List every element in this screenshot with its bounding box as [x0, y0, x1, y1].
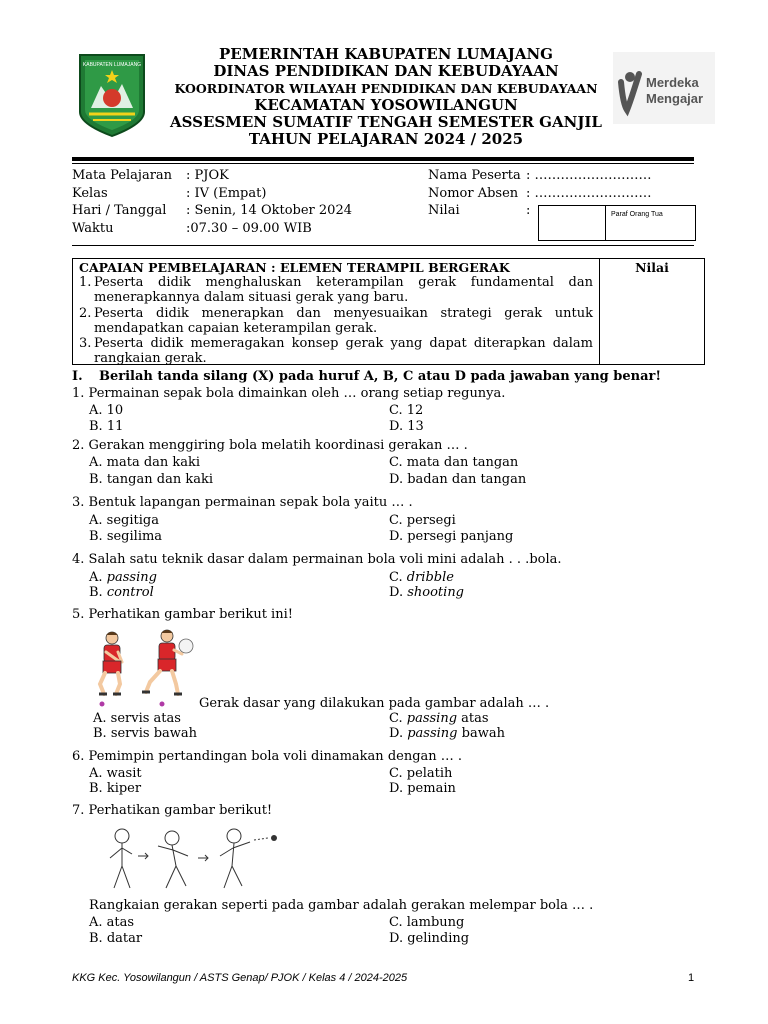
identity-values — [186, 167, 352, 237]
class-label: Kelas — [72, 185, 108, 201]
score-box[interactable] — [538, 205, 696, 241]
logo-text-line-1: Merdeka — [646, 75, 699, 90]
question-4-option-d[interactable]: D. shooting — [389, 585, 465, 600]
header-divider-thin — [72, 163, 694, 164]
page-number: 1 — [688, 972, 695, 984]
question-5-option-b[interactable]: B. servis bawah — [93, 726, 198, 741]
score-colon: : — [526, 203, 531, 218]
learning-outcomes-list — [79, 275, 593, 367]
question-1-option-a[interactable]: A. 10 — [89, 403, 124, 418]
header-divider-thick — [72, 157, 694, 161]
letterhead-line-4: KECAMATAN YOSOWILANGUN — [254, 96, 518, 114]
letterhead — [160, 46, 612, 148]
question-5-option-d[interactable]: D. passing bawah — [389, 726, 505, 741]
question-4-option-c[interactable]: C. dribble — [389, 570, 454, 585]
merdeka-mengajar-logo — [613, 52, 715, 124]
list-item: 2. Peserta didik menerapkan dan menyesuaikan strategi gerak untuk mendapatkan capaian keterampilan gerak. — [79, 305, 593, 336]
section-instruction-text: Berilah tanda silang (X) pada huruf A, B, C atau D pada jawaban yang benar! — [99, 369, 662, 384]
learning-outcomes-table — [72, 258, 705, 365]
class-value: : IV (Empat) — [186, 185, 267, 201]
question-3-option-d[interactable]: D. persegi panjang — [389, 529, 514, 544]
learning-outcomes-heading: CAPAIAN PEMBELAJARAN : ELEMEN TERAMPIL BERGERAK — [79, 260, 510, 275]
question-5-option-c[interactable]: C. passing atas — [389, 711, 489, 726]
question-7-option-b[interactable]: B. datar — [89, 931, 143, 946]
score-label: Nilai — [428, 203, 460, 218]
question-3-option-c[interactable]: C. persegi — [389, 513, 456, 528]
question-7-option-c[interactable]: C. lambung — [389, 915, 465, 930]
section-instruction — [72, 369, 661, 384]
question-6-option-a[interactable]: A. wasit — [89, 766, 142, 781]
emblem-text: KABUPATEN LUMAJANG — [82, 62, 142, 68]
identity-divider — [72, 245, 694, 246]
question-3-text: 3. Bentuk lapangan permainan sepak bola yaitu … . — [72, 495, 413, 510]
time-label: Waktu — [72, 220, 114, 236]
subject-value: : PJOK — [186, 168, 229, 183]
student-name-field[interactable]: : ……………………… — [526, 168, 652, 183]
table-column-divider — [599, 259, 600, 364]
question-7-text: 7. Perhatikan gambar berikut! — [72, 803, 273, 818]
question-1-option-b[interactable]: B. 11 — [89, 419, 124, 434]
date-label: Hari / Tanggal — [72, 203, 167, 218]
letterhead-line-3: KOORDINATOR WILAYAH PENDIDIKAN DAN KEBUDAYAAN — [174, 81, 598, 96]
absence-number-label: Nomor Absen — [428, 185, 519, 201]
score-box-divider — [605, 206, 606, 240]
question-2-option-c[interactable]: C. mata dan tangan — [389, 455, 519, 470]
question-5-text: 5. Perhatikan gambar berikut ini! — [72, 607, 293, 622]
letterhead-line-1: PEMERINTAH KABUPATEN LUMAJANG — [219, 45, 553, 63]
question-3-option-b[interactable]: B. segilima — [89, 529, 163, 544]
question-2-option-a[interactable]: A. mata dan kaki — [89, 455, 201, 470]
question-6-option-b[interactable]: B. kiper — [89, 781, 142, 796]
question-1-option-d[interactable]: D. 13 — [389, 419, 424, 434]
student-labels — [428, 167, 521, 220]
question-7-subtext: Rangkaian gerakan seperti pada gambar adalah gerakan melempar bola … . — [89, 898, 594, 913]
question-5-option-a[interactable]: A. servis atas — [93, 711, 181, 726]
letterhead-line-6: TAHUN PELAJARAN 2024 / 2025 — [248, 130, 524, 148]
section-number: I. — [72, 369, 83, 384]
question-3-option-a[interactable]: A. segitiga — [89, 513, 159, 528]
identity-labels — [72, 167, 172, 237]
question-6-text: 6. Pemimpin pertandingan bola voli dinamakan dengan … . — [72, 749, 463, 764]
score-column-heading: Nilai — [635, 260, 669, 275]
list-item: 1. Peserta didik menghaluskan keterampilan gerak fundamental dan menerapkannya dalam situasi gerak yang baru. — [79, 275, 593, 306]
question-7-option-a[interactable]: A. atas — [89, 915, 135, 930]
question-6-option-d[interactable]: D. pemain — [389, 781, 456, 796]
question-4-option-b[interactable]: B. control — [89, 585, 154, 600]
question-6-option-c[interactable]: C. pelatih — [389, 766, 453, 781]
question-2-option-d[interactable]: D. badan dan tangan — [389, 472, 527, 487]
page-footer: KKG Kec. Yosowilangun / ASTS Genap/ PJOK / Kelas 4 / 2024-2025 — [72, 972, 408, 984]
time-value: :07.30 – 09.00 WIB — [186, 220, 312, 236]
question-4-text: 4. Salah satu teknik dasar dalam permainan bola voli mini adalah . . .bola. — [72, 552, 562, 567]
question-1-option-c[interactable]: C. 12 — [389, 403, 424, 418]
parent-signature-label: Paraf Orang Tua — [611, 211, 663, 218]
throwing-sequence-illustration — [92, 826, 290, 896]
letterhead-line-2: DINAS PENDIDIKAN DAN KEBUDAYAAN — [213, 62, 559, 80]
question-7-option-d[interactable]: D. gelinding — [389, 931, 470, 946]
question-1-text: 1. Permainan sepak bola dimainkan oleh … orang setiap regunya. — [72, 386, 506, 401]
logo-text-line-2: Mengajar — [646, 91, 704, 106]
list-item: 3. Peserta didik memeragakan konsep gerak yang dapat diterapkan dalam rangkaian gerak. — [79, 336, 593, 367]
student-name-label: Nama Peserta — [428, 168, 521, 183]
date-value: : Senin, 14 Oktober 2024 — [186, 203, 352, 218]
letterhead-line-5: ASSESMEN SUMATIF TENGAH SEMESTER GANJIL — [170, 113, 602, 131]
question-4-option-a[interactable]: A. passing — [89, 570, 157, 585]
absence-number-field[interactable]: : ……………………… — [526, 185, 652, 201]
volleyball-pass-illustration — [92, 628, 196, 708]
question-2-option-b[interactable]: B. tangan dan kaki — [89, 472, 213, 487]
question-2-text: 2. Gerakan menggiring bola melatih koordinasi gerakan … . — [72, 438, 468, 453]
subject-label: Mata Pelajaran — [72, 168, 173, 183]
lumajang-emblem-logo — [77, 52, 147, 138]
question-5-subtext: Gerak dasar yang dilakukan pada gambar adalah … . — [199, 696, 550, 711]
